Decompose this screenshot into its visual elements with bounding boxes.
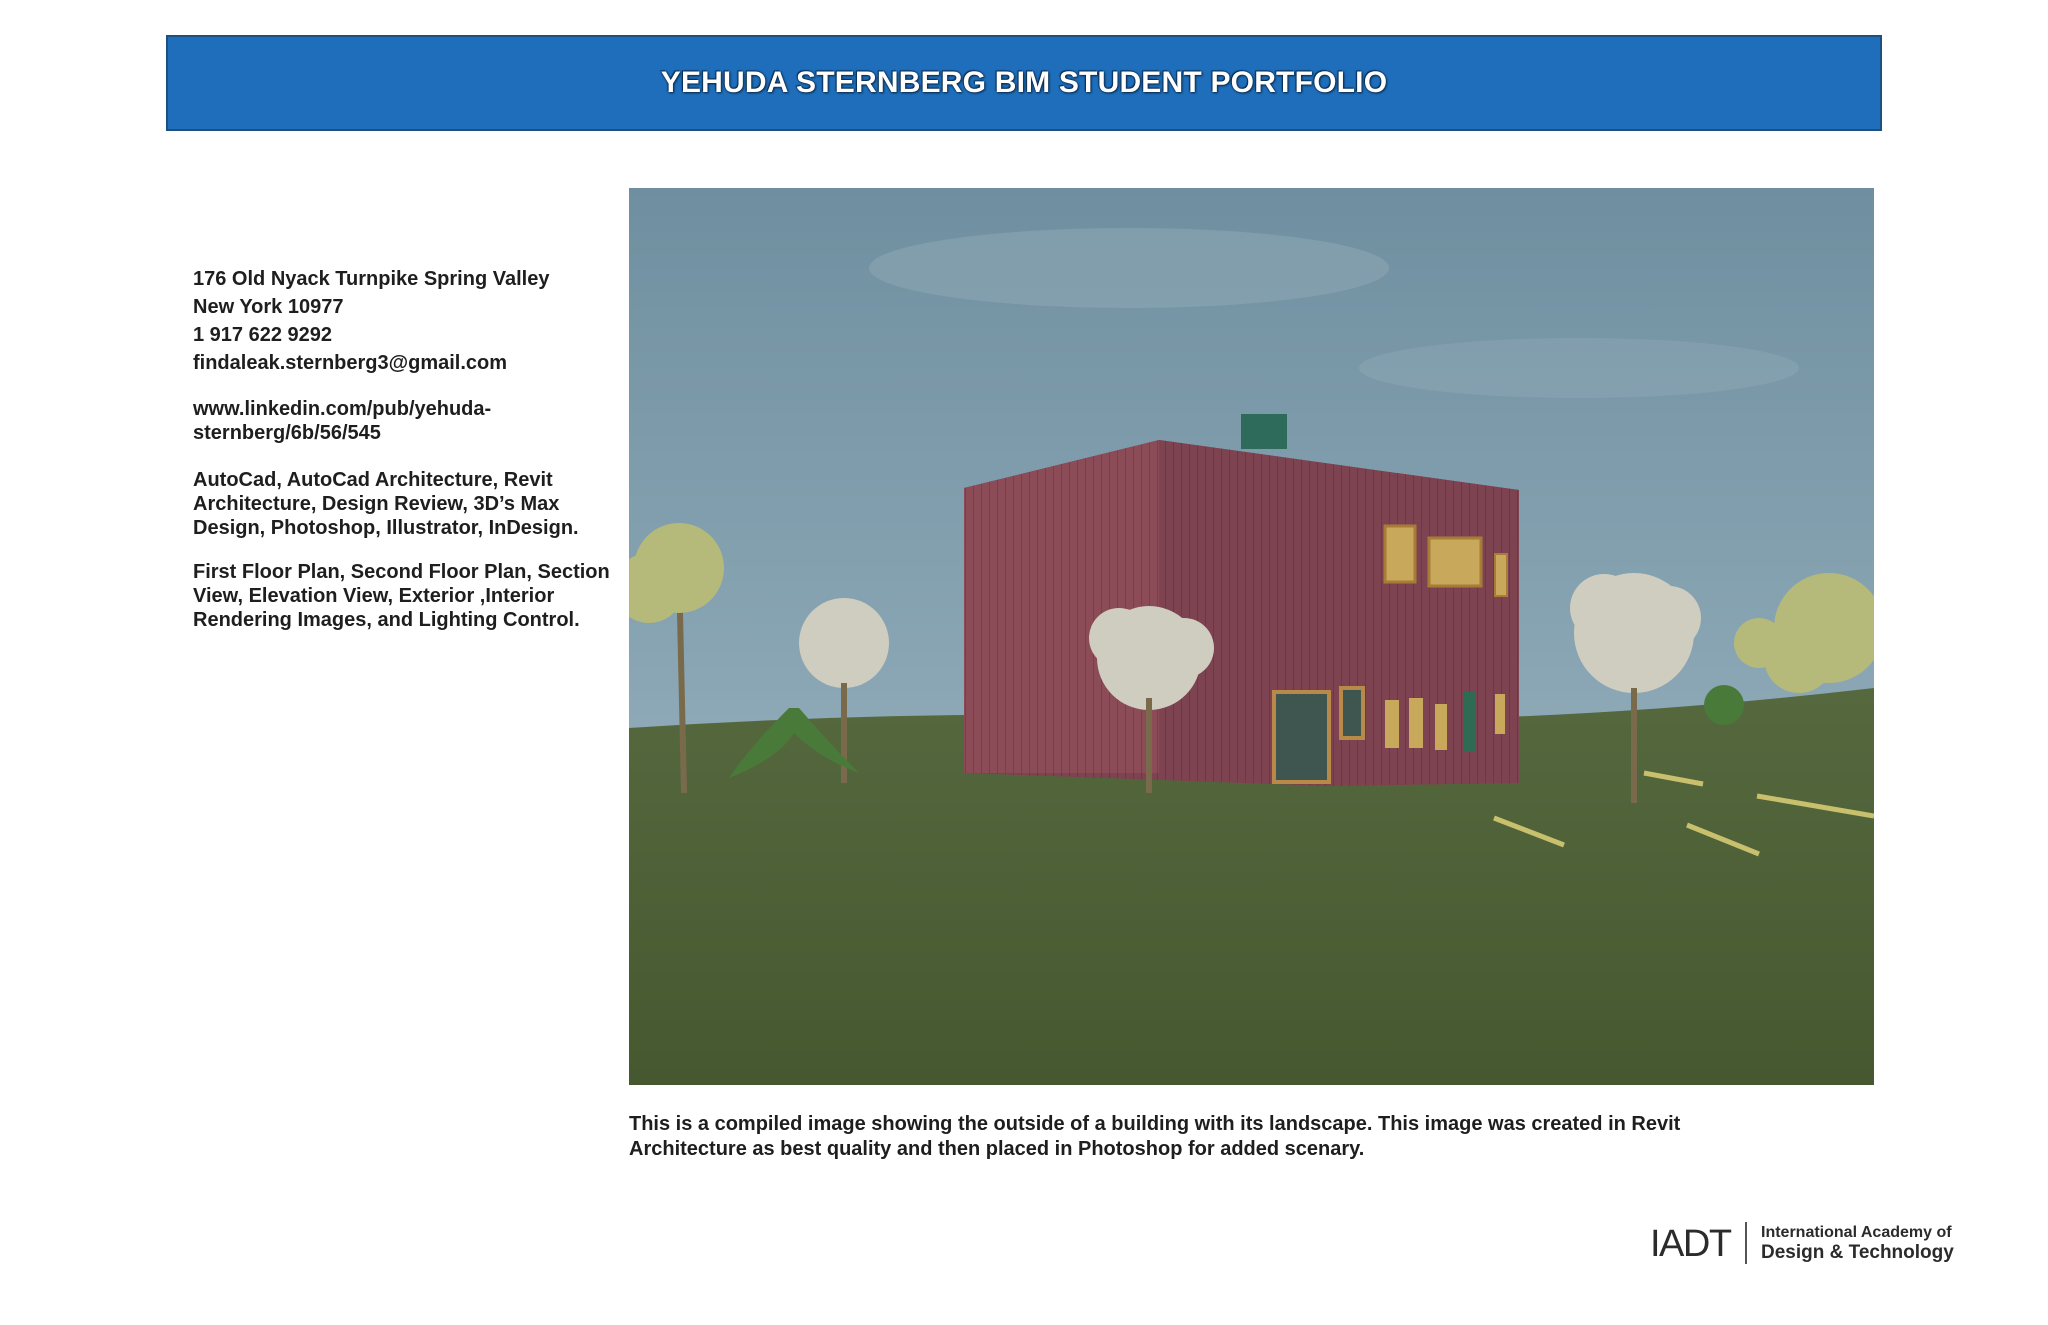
iadt-logo (1650, 1222, 1990, 1266)
projects-list: First Floor Plan, Second Floor Plan, Section View, Elevation View, Exterior ,Interior Rendering Images, and Lighting Control. (193, 561, 610, 631)
address-line-2: New York 10977 (193, 296, 344, 318)
logo-line-2: Design & Technology (1761, 1242, 1954, 1263)
address-line-1: 176 Old Nyack Turnpike Spring Valley (193, 268, 550, 290)
logo-divider (1745, 1222, 1747, 1264)
logo-mark: IADT (1650, 1223, 1731, 1265)
linkedin-url[interactable]: www.linkedin.com/pub/yehuda-sternberg/6b/56/545 (193, 398, 492, 444)
email-address[interactable]: findaleak.sternberg3@gmail.com (193, 352, 508, 374)
phone-number: 1 917 622 9292 (193, 324, 333, 346)
logo-line-1: International Academy of (1761, 1224, 1952, 1241)
page-title: YEHUDA STERNBERG BIM STUDENT PORTFOLIO (660, 66, 1388, 99)
contact-info (193, 265, 623, 632)
image-caption: This is a compiled image showing the outside of a building with its landscape. This image was created in Revit Architecture as best quality and then placed in Photoshop for added scenary. (629, 1113, 1681, 1160)
header-banner (166, 35, 1882, 131)
building-render-image (629, 188, 1874, 1085)
skills-list: AutoCad, AutoCad Architecture, Revit Architecture, Design Review, 3D’s Max Design, Photoshop, Illustrator, InDesign. (193, 469, 579, 539)
